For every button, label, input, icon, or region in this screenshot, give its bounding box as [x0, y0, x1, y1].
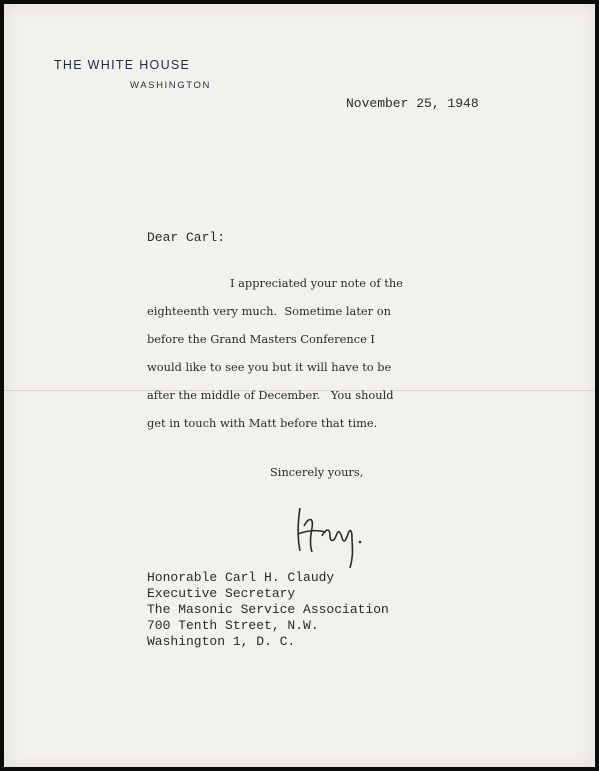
letterhead-title: THE WHITE HOUSE [54, 58, 191, 72]
letter-paper [4, 4, 595, 767]
body-line-3: before the Grand Masters Conference I [147, 332, 375, 346]
body-line-1: I appreciated your note of the [230, 276, 403, 290]
address-line-5: Washington 1, D. C. [147, 634, 296, 649]
closing: Sincerely yours, [270, 465, 364, 479]
body-line-6: get in touch with Matt before that time. [147, 416, 378, 430]
address-line-3: The Masonic Service Association [147, 602, 389, 617]
body-line-4: would like to see you but it will have to be [147, 360, 392, 374]
letterhead-subtitle: WASHINGTON [130, 80, 211, 91]
body-line-5: after the middle of December. You should [147, 388, 394, 402]
address-line-2: Executive Secretary [147, 586, 296, 601]
body-line-2: eighteenth very much. Sometime later on [147, 304, 391, 318]
address-line-4: 700 Tenth Street, N.W. [147, 618, 319, 633]
handwritten-signature [290, 496, 390, 576]
letter-date: November 25, 1948 [346, 96, 479, 111]
address-line-1: Honorable Carl H. Claudy [147, 570, 335, 585]
salutation: Dear Carl: [147, 230, 226, 245]
